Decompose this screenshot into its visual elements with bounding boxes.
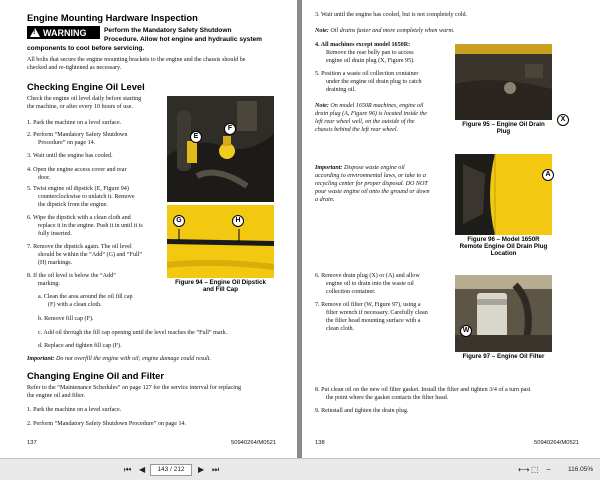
callout-w: W	[460, 325, 472, 337]
step-8b: b. Remove fill cap (F).	[38, 316, 94, 322]
note-1-text: Oil drains faster and more completely when warm.	[330, 28, 455, 34]
warning-text-2: Procedure. Allow hot engine and hydraulic system	[104, 36, 263, 43]
warning-triangle-icon: !	[30, 28, 40, 37]
right-important-line-3: recycling center for proper disposal. DO NOT	[315, 181, 428, 187]
figure-94-caption	[167, 279, 274, 293]
first-page-icon[interactable]: ⏮	[124, 465, 132, 474]
right-step-3: 3. Wait until the engine has cooled, but is not completely cold.	[315, 12, 468, 18]
step-2-cont: Procedure” on page 14.	[38, 140, 96, 146]
oil-filter-graphic	[455, 275, 552, 352]
page-number-input[interactable]: 143 / 212	[150, 464, 192, 476]
step-3: 3. Wait until the engine has cooled.	[27, 153, 113, 159]
check-line-2: the machine, or after every 10 hours of use.	[27, 104, 133, 110]
note-2-line-2: drain plug (A, Figure 96) is located inside the	[315, 111, 427, 117]
right-step-4-cont: Remove the rear belly pan to access	[326, 50, 414, 56]
step-2: 2. Perform “Mandatory Safety Shutdown	[27, 132, 128, 138]
callout-g: G	[173, 215, 185, 227]
warning-label: WARNING	[43, 27, 87, 38]
figure-95-caption	[455, 121, 552, 135]
last-page-icon[interactable]: ⏭	[212, 465, 220, 474]
fit-width-icon[interactable]: ⟷	[518, 465, 530, 474]
figure-94-caption-line-1: Figure 94 – Engine Oil Dipstick	[175, 279, 266, 286]
step-8a: a. Clean the area around the oil fill cap	[38, 294, 133, 300]
right-note-1	[315, 28, 454, 35]
right-important-label: Important:	[315, 165, 343, 171]
right-step-9: 9. Reinstall and tighten the drain plug.	[315, 408, 409, 414]
right-step-7-cont-2: the filter head mounting surface with a	[326, 318, 421, 324]
right-important-line-4: pour waste engine oil onto the ground or down	[315, 189, 430, 195]
callout-e: E	[190, 131, 202, 143]
page-number-right: 138	[315, 440, 325, 446]
viewer-toolbar	[0, 458, 600, 480]
step-5-cont-2: the dipstick from the engine.	[38, 202, 108, 208]
right-step-6: 6. Remove drain plug (X) or (A) and allow	[315, 273, 420, 279]
note-2-label: Note:	[315, 103, 329, 109]
right-step-5-cont: under the engine oil drain plug to catch	[326, 79, 422, 85]
figure-95-caption-line-2: Plug	[496, 128, 511, 136]
important-text: Do not overfill the engine with oil; engine damage could result.	[55, 356, 211, 362]
figure-97-caption: Figure 97 – Engine Oil Filter	[462, 353, 545, 360]
step-4: 4. Open the engine access cover and rear	[27, 167, 127, 173]
fit-page-icon[interactable]: ⬚	[531, 465, 539, 474]
warning-text-1: Perform the Mandatory Safety Shutdown	[104, 27, 232, 34]
right-step-6-cont: engine oil to drain into the waste oil	[326, 281, 414, 287]
important-note	[27, 356, 211, 363]
right-page	[302, 0, 600, 458]
note-2-line-4: chassis behind the left rear wheel.	[315, 127, 399, 133]
engine-photo-graphic	[167, 96, 274, 202]
drain-plug-graphic	[455, 44, 552, 120]
step-7: 7. Remove the dipstick again. The oil level	[27, 244, 132, 250]
step-7-cont-2: (H) markings.	[38, 260, 73, 266]
remote-drain-graphic	[455, 154, 552, 235]
right-important-line-1: Dispose waste engine oil	[343, 165, 405, 171]
figure-96-caption-line-2: Remote Engine Oil Drain Plug	[459, 243, 548, 251]
right-note-2	[315, 103, 424, 110]
right-step-4-cont-2: engine oil drain plug (X, Figure 95).	[326, 58, 415, 64]
step-8-cont: marking:	[38, 281, 61, 287]
step-8d: d. Replace and tighten fill cap (F).	[38, 343, 122, 349]
right-step-8: 8. Put clean oil on the new oil filter gasket. Install the filter and tighten 3/4 of a turn past	[315, 387, 531, 393]
figure-96-caption-line-3: Location	[490, 250, 517, 258]
step-8a-cont: (F) with a clean cloth.	[48, 302, 102, 308]
callout-a: A	[542, 169, 554, 181]
warning-text-3: components to cool before servicing.	[27, 45, 145, 52]
page-number-left: 137	[27, 440, 37, 446]
callout-x: X	[557, 114, 569, 126]
ref-line-1: Refer to the “Maintenance Schedules” on page 127 for the service interval for replacing	[27, 385, 242, 391]
right-important-line-5: a drain.	[315, 197, 335, 203]
figure-97-photo	[455, 275, 552, 352]
right-important	[315, 165, 405, 172]
doc-code-left: 50940264/M0521	[231, 440, 277, 446]
figure-95-photo	[455, 44, 552, 120]
callout-h: H	[232, 215, 244, 227]
step-8: 8. If the oil level is below the “Add”	[27, 273, 116, 279]
right-step-6-cont-2: collection container.	[326, 289, 376, 295]
zoom-out-icon[interactable]: −	[546, 465, 551, 474]
doc-code-right: 50940264/M0521	[534, 440, 580, 446]
change-step-1: 1. Park the machine on a level surface.	[27, 407, 122, 413]
note-2-line-1: On model 1650R machines, engine oil	[330, 103, 424, 109]
figure-96-caption-line-1: Figure 96 – Model 1650R	[467, 236, 540, 243]
figure-94-caption-line-2: and Fill Cap	[202, 286, 239, 294]
figure-95-caption-line-1: Figure 95 – Engine Oil Drain	[462, 121, 545, 128]
section-title-changing: Changing Engine Oil and Filter	[27, 370, 164, 381]
next-page-icon[interactable]: ▶	[198, 465, 205, 474]
important-label: Important:	[27, 356, 55, 362]
step-6-cont-2: fully inserted.	[38, 231, 72, 237]
step-5: 5. Twist engine oil dipstick (E, Figure 94)	[27, 186, 129, 192]
callout-f: F	[224, 123, 236, 135]
step-6-cont: replace it in the engine. Push it in until it is	[38, 223, 143, 229]
step-6: 6. Wipe the dipstick with a clean cloth and	[27, 215, 131, 221]
right-step-5: 5. Position a waste oil collection container	[315, 71, 419, 77]
ref-line-2: the engine oil and filter.	[27, 393, 86, 399]
section-title-checking: Checking Engine Oil Level	[27, 81, 145, 92]
figure-94-top-photo	[167, 96, 274, 202]
warning-badge	[27, 26, 100, 39]
step-5-cont: counterclockwise to unlatch it. Remove	[38, 194, 135, 200]
zoom-level[interactable]: 116.05%	[568, 466, 594, 473]
intro-line-2: checked and re-tightened as necessary.	[27, 65, 122, 71]
right-important-line-2: according to environmental laws, or take to a	[315, 173, 426, 179]
right-step-7-cont: filter wrench if necessary. Carefully clean	[326, 310, 428, 316]
change-step-2: 2. Perform “Mandatory Safety Shutdown Procedure” on page 14.	[27, 421, 187, 427]
section-title-mounting: Engine Mounting Hardware Inspection	[27, 12, 198, 23]
note-2-line-3: left rear wheel well, on the outside of the	[315, 119, 415, 125]
right-step-7: 7. Remove oil filter (W, Figure 97), using a	[315, 302, 421, 308]
right-step-4: 4. All machines except model 1650R:	[315, 42, 411, 48]
left-page	[0, 0, 297, 458]
note-1-label: Note:	[315, 28, 329, 34]
right-step-5-cont-2: draining oil.	[326, 87, 356, 93]
prev-page-icon[interactable]: ◀	[139, 465, 146, 474]
step-7-cont: should be within the “Add” (G) and “Full”	[38, 252, 143, 258]
step-4-cont: door.	[38, 175, 51, 181]
intro-line-1: All bolts that secure the engine mounting brackets to the engine and the chassis should be	[27, 57, 246, 63]
figure-96-photo	[455, 154, 552, 235]
step-1: 1. Park the machine on a level surface.	[27, 120, 122, 126]
right-step-8-cont: the point where the gasket contacts the filter head.	[326, 395, 449, 401]
figure-96-caption	[455, 236, 552, 258]
step-8c: c. Add oil through the fill cap opening until the level reaches the “Full” mark.	[38, 330, 228, 336]
right-step-7-cont-3: clean cloth.	[326, 326, 355, 332]
check-line-1: Check the engine oil level daily before starting	[27, 96, 142, 102]
